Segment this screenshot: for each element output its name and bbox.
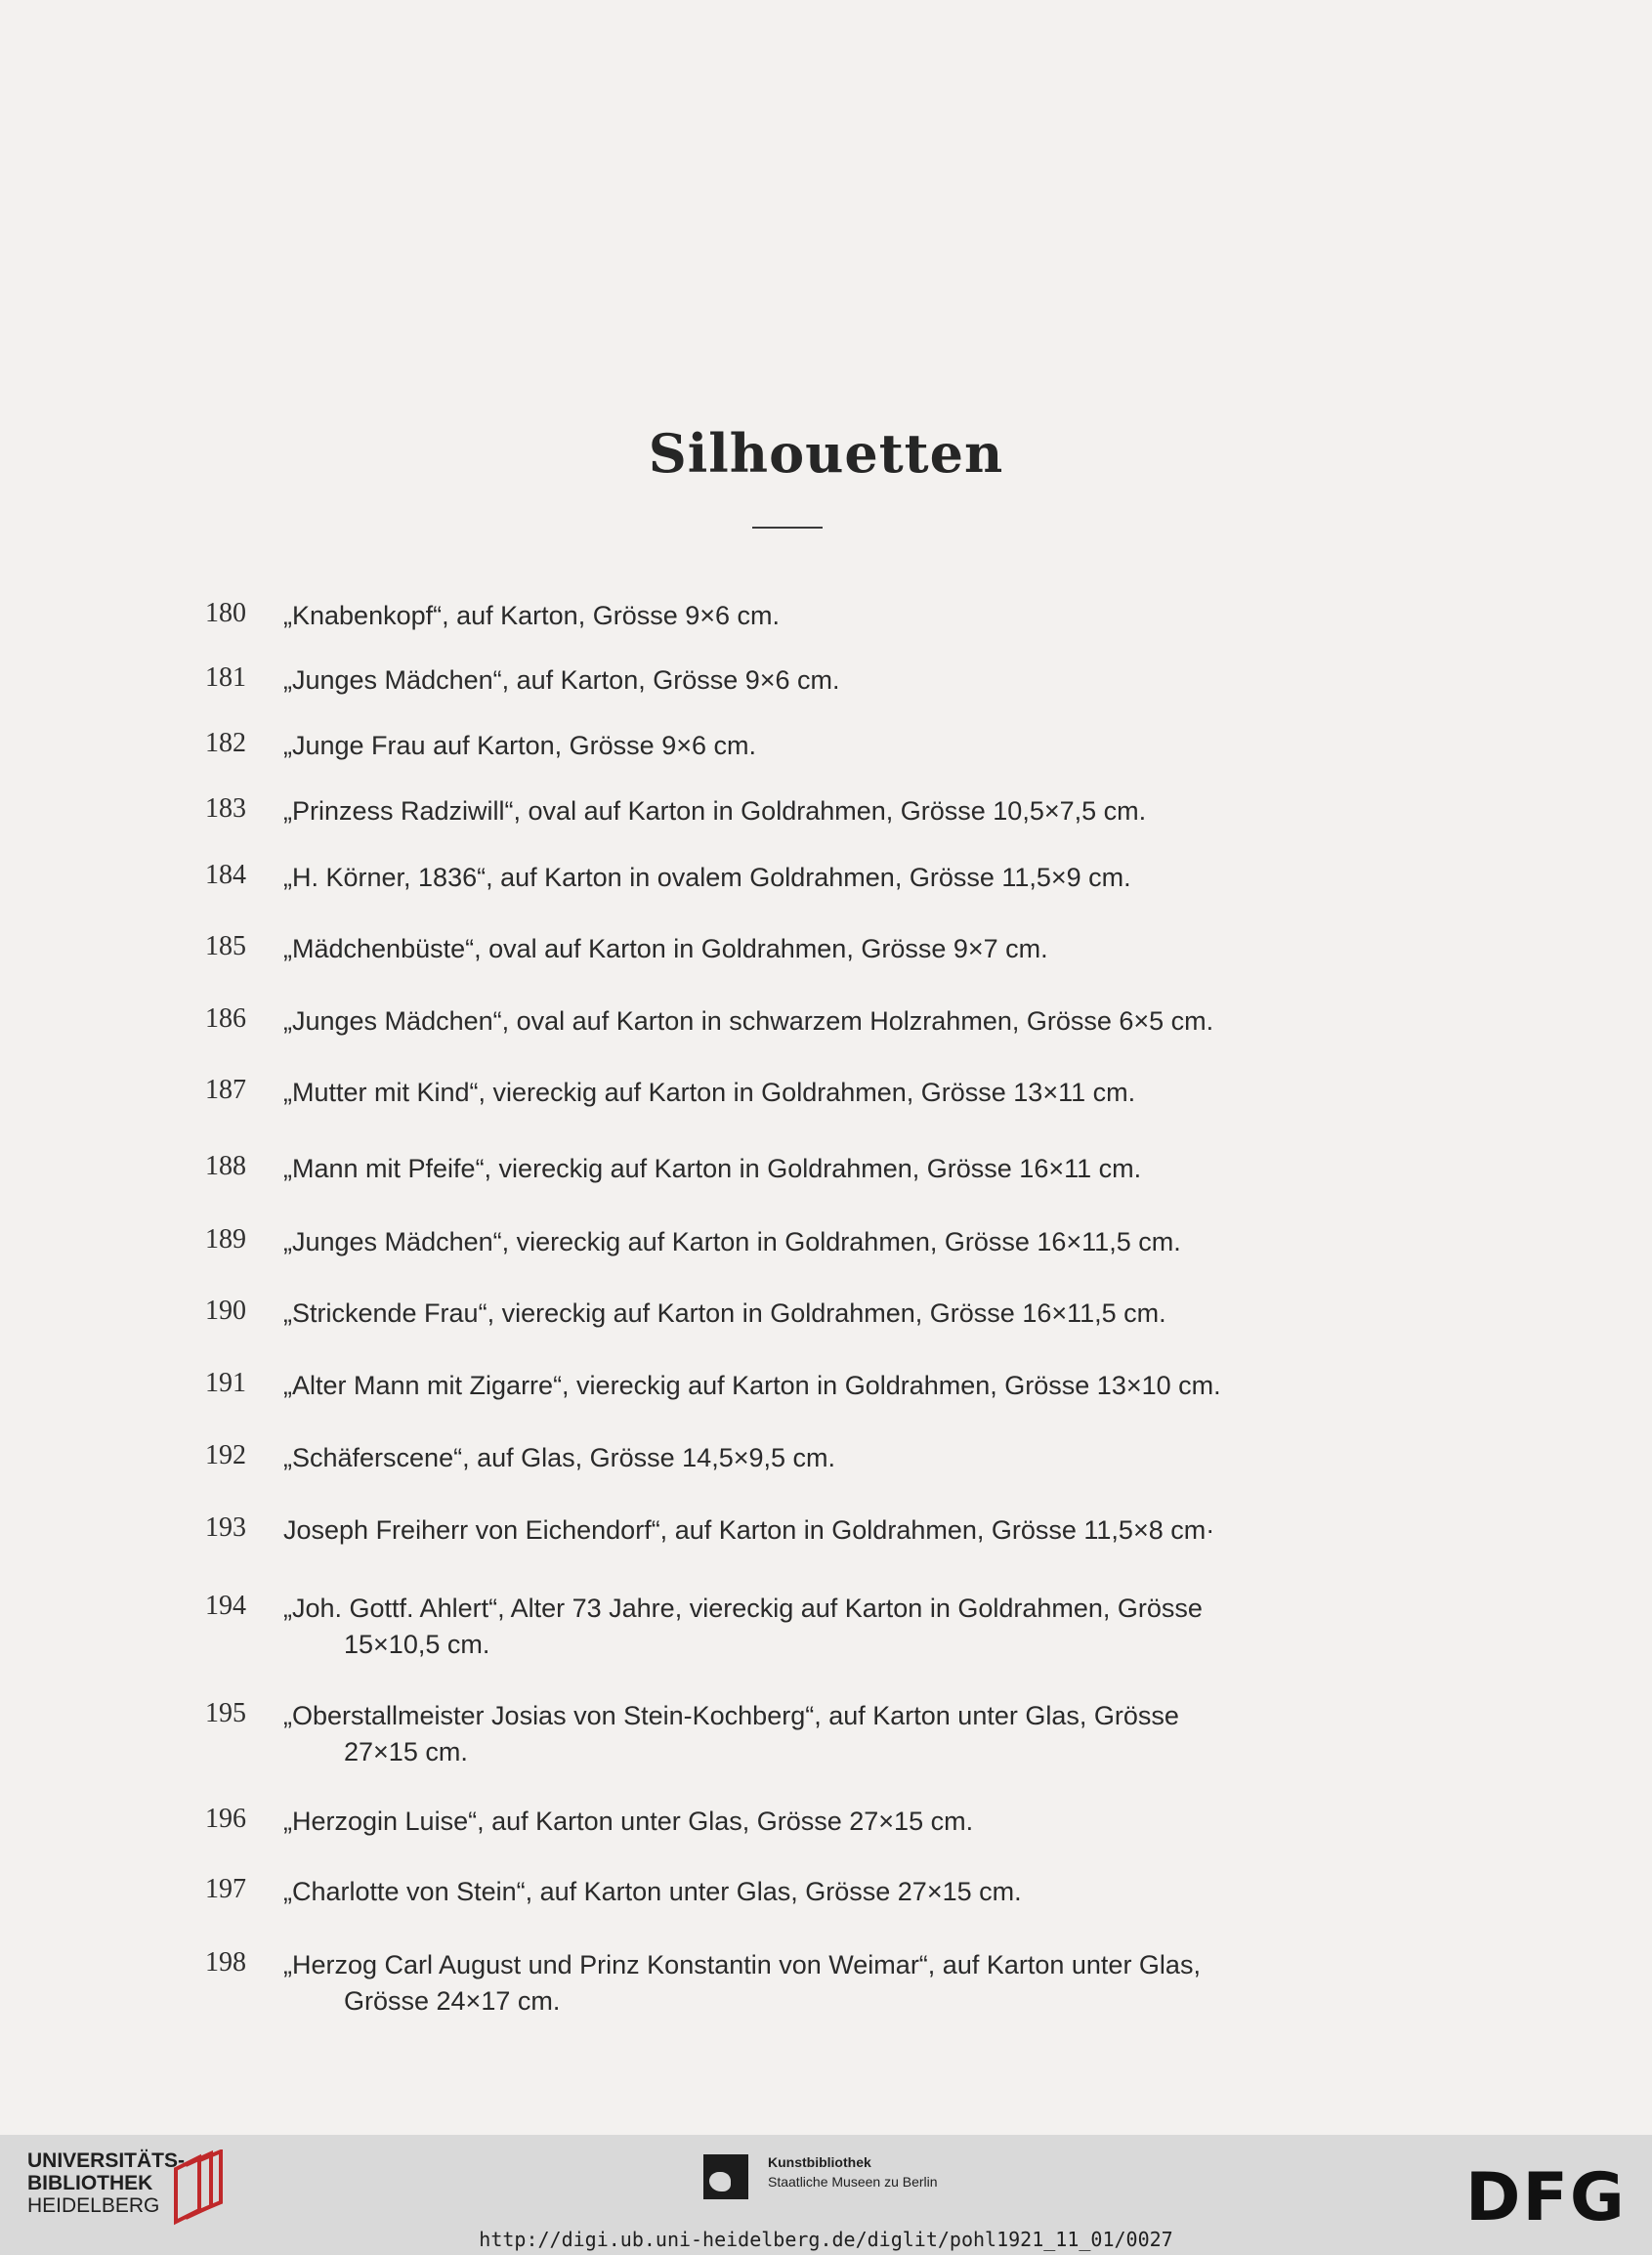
entry-number: 188 (205, 1151, 246, 1181)
entry-number: 190 (205, 1296, 246, 1326)
entry-number: 183 (205, 793, 246, 824)
source-url[interactable]: http://digi.ub.uni-heidelberg.de/diglit/pohl1921_11_01/0027 (479, 2228, 1173, 2251)
entry-number: 191 (205, 1368, 246, 1398)
title-rule (752, 527, 823, 529)
entry-number: 185 (205, 931, 246, 961)
entry-text-block (283, 1947, 1358, 2020)
entry-text: „Joh. Gottf. Ahlert“, Alter 73 Jahre, viereckig auf Karton in Goldrahmen, Grösse (283, 1594, 1203, 1623)
entry-text: „Herzog Carl August und Prinz Konstantin von Weimar“, auf Karton unter Glas, (283, 1950, 1201, 1979)
entry-text: „Strickende Frau“, viereckig auf Karton in Goldrahmen, Grösse 16×11,5 cm. (283, 1298, 1166, 1328)
entry-text: „Junge Frau auf Karton, Grösse 9×6 cm. (283, 731, 756, 760)
entry-number: 197 (205, 1874, 246, 1904)
entry-number: 181 (205, 662, 246, 693)
entry-text-block (283, 1591, 1358, 1663)
entry-text: „Mädchenbüste“, oval auf Karton in Goldrahmen, Grösse 9×7 cm. (283, 934, 1048, 963)
entry-number: 180 (205, 598, 246, 628)
eagle-icon (703, 2154, 748, 2199)
entry-number: 187 (205, 1075, 246, 1105)
entry-number: 192 (205, 1440, 246, 1470)
entry-text: Joseph Freiherr von Eichendorf“, auf Karton in Goldrahmen, Grösse 11,5×8 cm· (283, 1515, 1215, 1545)
logo-line: UNIVERSITÄTS- (27, 2149, 186, 2172)
entry-number: 193 (205, 1512, 246, 1543)
entry-continuation: Grösse 24×17 cm. (344, 1986, 561, 2016)
entry-continuation: 27×15 cm. (344, 1737, 468, 1766)
entry-text: „Knabenkopf“, auf Karton, Grösse 9×6 cm. (283, 601, 781, 630)
entry-number: 184 (205, 860, 246, 890)
entry-number: 189 (205, 1224, 246, 1255)
entry-text: „Mann mit Pfeife“, viereckig auf Karton in Goldrahmen, Grösse 16×11 cm. (283, 1154, 1142, 1183)
entry-text: „Mutter mit Kind“, viereckig auf Karton in Goldrahmen, Grösse 13×11 cm. (283, 1078, 1136, 1107)
kb-subtitle: Staatliche Museen zu Berlin (768, 2174, 938, 2190)
entry-text: „Schäferscene“, auf Glas, Grösse 14,5×9,5 cm. (283, 1443, 836, 1472)
entry-number: 198 (205, 1947, 246, 1978)
page-title: Silhouetten (648, 422, 1004, 485)
dfg-logo[interactable]: DFG (1465, 2159, 1627, 2236)
entry-number: 196 (205, 1804, 246, 1834)
logo-line: HEIDELBERG (27, 2194, 160, 2217)
entry-text: „Alter Mann mit Zigarre“, viereckig auf Karton in Goldrahmen, Grösse 13×10 cm. (283, 1371, 1221, 1400)
entry-number: 182 (205, 728, 246, 758)
entry-text: „Oberstallmeister Josias von Stein-Kochberg“, auf Karton unter Glas, Grösse (283, 1701, 1179, 1730)
entry-text: „Junges Mädchen“, viereckig auf Karton in Goldrahmen, Grösse 16×11,5 cm. (283, 1227, 1181, 1256)
book-icon (168, 2149, 227, 2226)
entry-text-block (283, 1698, 1358, 1770)
entry-text: „Junges Mädchen“, auf Karton, Grösse 9×6 cm. (283, 665, 840, 695)
entry-number: 195 (205, 1698, 246, 1728)
entry-text: „Charlotte von Stein“, auf Karton unter Glas, Grösse 27×15 cm. (283, 1877, 1022, 1906)
entry-number: 186 (205, 1003, 246, 1034)
entry-text: „H. Körner, 1836“, auf Karton in ovalem Goldrahmen, Grösse 11,5×9 cm. (283, 863, 1131, 892)
entry-number: 194 (205, 1591, 246, 1621)
university-library-logo[interactable] (27, 2149, 185, 2217)
entry-continuation: 15×10,5 cm. (344, 1630, 490, 1659)
entry-text: „Herzogin Luise“, auf Karton unter Glas, Grösse 27×15 cm. (283, 1807, 974, 1836)
entry-text: „Junges Mädchen“, oval auf Karton in schwarzem Holzrahmen, Grösse 6×5 cm. (283, 1006, 1214, 1036)
kb-title: Kunstbibliothek (768, 2154, 871, 2170)
logo-line: BIBLIOTHEK (27, 2172, 153, 2194)
entry-text: „Prinzess Radziwill“, oval auf Karton in Goldrahmen, Grösse 10,5×7,5 cm. (283, 796, 1147, 826)
